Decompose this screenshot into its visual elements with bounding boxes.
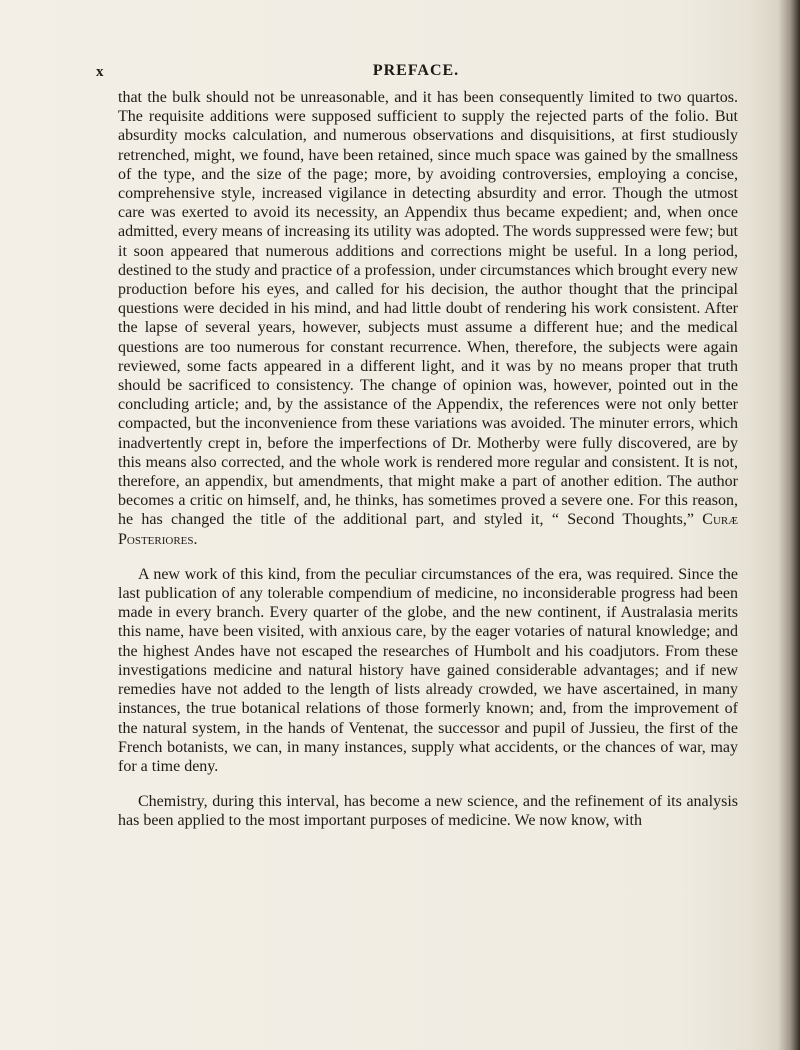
page-number: x (96, 64, 104, 80)
paragraph-text: that the bulk should not be unreasonable, and it has been consequently limited to two quartos. The requisite additions were supposed sufficient to supply the rejected parts of the folio. But absurdity mocks calculation, and numerous observations and disquisitions, at first studiously retrenched, might, we found, have been retained, since much space was gained by the smallness of the type, and the size of the page; more, by avoiding controversies, employing a concise, comprehensive style, increased vigilance in detecting absurdity and error. Though the utmost care was exerted to avoid its necessity, an Appendix thus became expedient; and, when once admitted, every means of increasing its utility was adopted. The words suppressed were few; but it soon appeared that numerous additions and corrections might be useful. In a long period, destined to the study and practice of a profession, under circumstances which brought every new production before his eyes, and called for his decision, the author thought that the principal questions were decided in his mind, and had little doubt of rendering his work consistent. After the lapse of several years, however, subjects must assume a different hue; and the medical questions are too numerous for constant recurrence. When, therefore, the subjects were again reviewed, some facts appeared in a different light, and it was by no means proper that truth should be sacrificed to consistency. The change of opinion was, however, pointed out in the concluding article; and, by the assistance of the Appendix, the references were not only better compacted, but the inconvenience from these variations was avoided. The minuter errors, which inadvertently crept in, before the imperfections of Dr. Motherby were fully discovered, are by this means also corrected, and the whole work is rendered more regular and consistent. It is not, therefore, an appendix, but amendments, that might make a part of another edition. The author becomes a critic on himself, and, he thinks, has sometimes proved a severe one. For this reason, he has changed the title of the additional part, and styled it, “ Second Thoughts,” (118, 89, 738, 529)
page-edge-shadow (778, 0, 800, 1050)
body-text (118, 88, 738, 831)
paragraph: Chemistry, during this interval, has become a new science, and the refinement of its analysis has been applied to the most important purposes of medicine. We now know, with (118, 793, 738, 830)
book-part-title: Curæ Posteriores. (118, 511, 738, 548)
paragraph: A new work of this kind, from the peculiar circumstances of the era, was required. Since the last publication of any tolerable compendium of medicine, no inconsiderable progress had been made in every branch. Every quarter of the globe, and the new continent, if Australasia merits this name, have been visited, with anxious care, by the eager votaries of natural knowledge; and the highest Andes have not escaped the researches of Humbolt and his coadjutors. From these investigations medicine and natural history have gained considerable advantages; and if new remedies have not added to the length of lists already crowded, we have ascertained, in many instances, the true botanical relations of those formerly known; and, from the improvement of the natural system, in the hands of Ventenat, the successor and pupil of Jussieu, the first of the French botanists, we can, in many instances, supply what accidents, or the chances of war, may for a time deny. (118, 565, 738, 775)
running-title: PREFACE. (372, 62, 460, 79)
page-header (96, 62, 736, 84)
paragraph-continuation (118, 88, 738, 549)
